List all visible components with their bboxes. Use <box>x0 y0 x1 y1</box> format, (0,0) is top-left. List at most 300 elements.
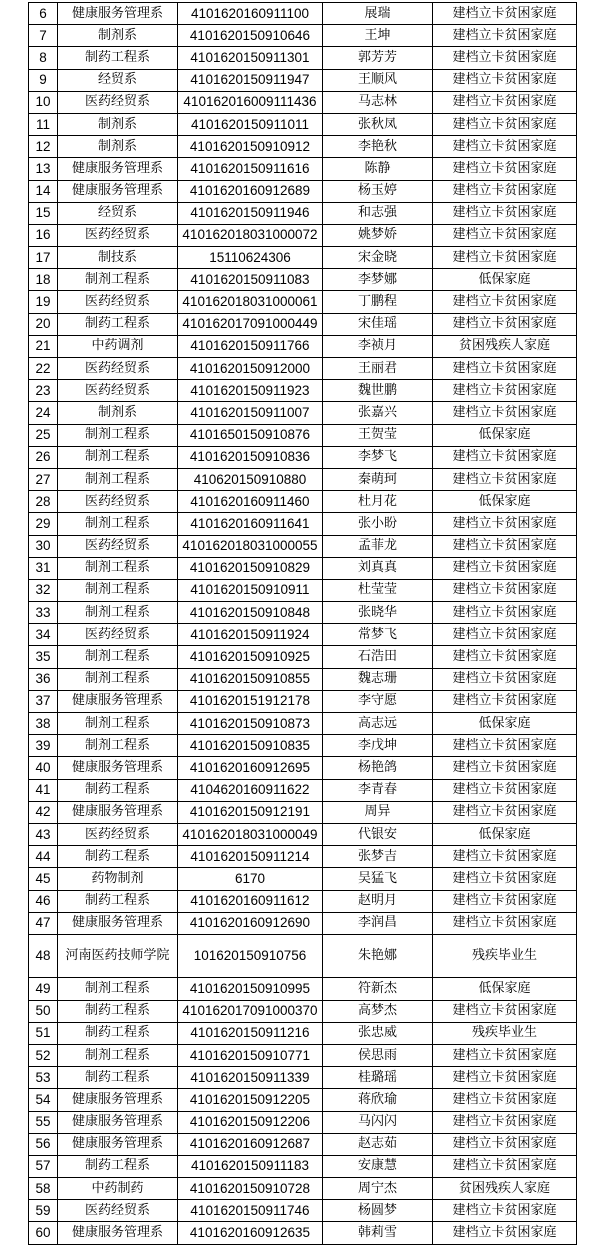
department-cell: 制药工程系 <box>58 1022 178 1044</box>
student-name-cell: 李祯月 <box>323 335 433 357</box>
category-cell: 建档立卡贫困家庭 <box>433 180 577 202</box>
student-name-cell: 桂璐瑶 <box>323 1067 433 1089</box>
student-name-cell: 侯思雨 <box>323 1044 433 1066</box>
student-id-cell: 410162016009111436 <box>178 91 323 113</box>
student-name-cell: 周宁杰 <box>323 1178 433 1200</box>
table-row <box>29 868 577 890</box>
student-id-cell: 4101620150911339 <box>178 1067 323 1089</box>
row-number-cell: 60 <box>29 1222 58 1244</box>
student-name-cell: 周异 <box>323 801 433 823</box>
department-cell: 医药经贸系 <box>58 1200 178 1222</box>
student-name-cell: 赵明月 <box>323 890 433 912</box>
category-cell: 建档立卡贫困家庭 <box>433 846 577 868</box>
department-cell: 健康服务管理系 <box>58 1089 178 1111</box>
row-number-cell: 40 <box>29 757 58 779</box>
table-row <box>29 646 577 668</box>
student-name-cell: 杜莹莹 <box>323 579 433 601</box>
row-number-cell: 33 <box>29 602 58 624</box>
department-cell: 制剂工程系 <box>58 646 178 668</box>
row-number-cell: 46 <box>29 890 58 912</box>
student-name-cell: 石浩田 <box>323 646 433 668</box>
table-row <box>29 424 577 446</box>
table-row <box>29 557 577 579</box>
row-number-cell: 23 <box>29 380 58 402</box>
student-name-cell: 蒋欣瑜 <box>323 1089 433 1111</box>
student-id-cell: 4101620160912690 <box>178 912 323 934</box>
department-cell: 健康服务管理系 <box>58 158 178 180</box>
table-row <box>29 136 577 158</box>
student-id-cell: 4101620151912178 <box>178 690 323 712</box>
department-cell: 制剂工程系 <box>58 446 178 468</box>
table-row <box>29 934 577 978</box>
department-cell: 医药经贸系 <box>58 823 178 845</box>
department-cell: 健康服务管理系 <box>58 1222 178 1244</box>
student-id-cell: 4101620150911616 <box>178 158 323 180</box>
table-row <box>29 1089 577 1111</box>
category-cell: 低保家庭 <box>433 491 577 513</box>
student-name-cell: 吴猛飞 <box>323 868 433 890</box>
student-name-cell: 李梦飞 <box>323 446 433 468</box>
student-id-cell: 4101620160912689 <box>178 180 323 202</box>
category-cell: 建档立卡贫困家庭 <box>433 912 577 934</box>
row-number-cell: 59 <box>29 1200 58 1222</box>
department-cell: 医药经贸系 <box>58 535 178 557</box>
category-cell: 建档立卡贫困家庭 <box>433 402 577 424</box>
student-id-cell: 4101620160911460 <box>178 491 323 513</box>
category-cell: 建档立卡贫困家庭 <box>433 1222 577 1244</box>
category-cell: 低保家庭 <box>433 269 577 291</box>
department-cell: 制剂工程系 <box>58 978 178 1000</box>
student-id-cell: 410162017091000449 <box>178 313 323 335</box>
student-id-cell: 4101620150912205 <box>178 1089 323 1111</box>
department-cell: 中药制药 <box>58 1178 178 1200</box>
category-cell: 建档立卡贫困家庭 <box>433 801 577 823</box>
table-row <box>29 1200 577 1222</box>
department-cell: 健康服务管理系 <box>58 912 178 934</box>
department-cell: 制药工程系 <box>58 47 178 69</box>
category-cell: 建档立卡贫困家庭 <box>433 1155 577 1177</box>
department-cell: 医药经贸系 <box>58 291 178 313</box>
table-row <box>29 202 577 224</box>
category-cell: 贫困残疾人家庭 <box>433 1178 577 1200</box>
table-row <box>29 846 577 868</box>
department-cell: 制剂工程系 <box>58 735 178 757</box>
student-name-cell: 高梦杰 <box>323 1000 433 1022</box>
department-cell: 制剂系 <box>58 402 178 424</box>
category-cell: 建档立卡贫困家庭 <box>433 735 577 757</box>
department-cell: 制药工程系 <box>58 846 178 868</box>
row-number-cell: 42 <box>29 801 58 823</box>
row-number-cell: 13 <box>29 158 58 180</box>
student-name-cell: 李梦娜 <box>323 269 433 291</box>
table-row <box>29 713 577 735</box>
student-name-cell: 张忠威 <box>323 1022 433 1044</box>
department-cell: 健康服务管理系 <box>58 757 178 779</box>
student-id-cell: 4101620150911946 <box>178 202 323 224</box>
student-name-cell: 杜月花 <box>323 491 433 513</box>
department-cell: 制剂工程系 <box>58 269 178 291</box>
table-row <box>29 69 577 91</box>
student-name-cell: 安康慧 <box>323 1155 433 1177</box>
category-cell: 建档立卡贫困家庭 <box>433 358 577 380</box>
student-id-cell: 4101620150910925 <box>178 646 323 668</box>
category-cell: 建档立卡贫困家庭 <box>433 1067 577 1089</box>
table-row <box>29 535 577 557</box>
category-cell: 建档立卡贫困家庭 <box>433 579 577 601</box>
student-id-cell: 4101620150910848 <box>178 602 323 624</box>
student-id-cell: 4101620150911301 <box>178 47 323 69</box>
row-number-cell: 6 <box>29 3 58 25</box>
row-number-cell: 12 <box>29 136 58 158</box>
row-number-cell: 24 <box>29 402 58 424</box>
row-number-cell: 26 <box>29 446 58 468</box>
row-number-cell: 39 <box>29 735 58 757</box>
category-cell: 残疾毕业生 <box>433 1022 577 1044</box>
student-id-cell: 410620150910880 <box>178 468 323 490</box>
row-number-cell: 45 <box>29 868 58 890</box>
department-cell: 制药工程系 <box>58 1000 178 1022</box>
department-cell: 经贸系 <box>58 202 178 224</box>
category-cell: 建档立卡贫困家庭 <box>433 91 577 113</box>
student-id-cell: 4101620150911083 <box>178 269 323 291</box>
table-row <box>29 1178 577 1200</box>
category-cell: 建档立卡贫困家庭 <box>433 690 577 712</box>
student-id-cell: 4101620150911216 <box>178 1022 323 1044</box>
student-id-cell: 4101620150911007 <box>178 402 323 424</box>
row-number-cell: 20 <box>29 313 58 335</box>
category-cell: 建档立卡贫困家庭 <box>433 1044 577 1066</box>
table-row <box>29 358 577 380</box>
student-name-cell: 王贺莹 <box>323 424 433 446</box>
row-number-cell: 53 <box>29 1067 58 1089</box>
department-cell: 制药工程系 <box>58 1067 178 1089</box>
row-number-cell: 16 <box>29 224 58 246</box>
row-number-cell: 30 <box>29 535 58 557</box>
category-cell: 建档立卡贫困家庭 <box>433 1089 577 1111</box>
category-cell: 建档立卡贫困家庭 <box>433 646 577 668</box>
student-name-cell: 郭芳芳 <box>323 47 433 69</box>
student-name-cell: 朱艳娜 <box>323 934 433 978</box>
category-cell: 建档立卡贫困家庭 <box>433 247 577 269</box>
row-number-cell: 55 <box>29 1111 58 1133</box>
student-name-cell: 展瑞 <box>323 3 433 25</box>
student-id-cell: 4101620150912000 <box>178 358 323 380</box>
student-id-cell: 4101620150910873 <box>178 713 323 735</box>
category-cell: 建档立卡贫困家庭 <box>433 868 577 890</box>
category-cell: 建档立卡贫困家庭 <box>433 47 577 69</box>
department-cell: 制剂系 <box>58 113 178 135</box>
category-cell: 建档立卡贫困家庭 <box>433 1111 577 1133</box>
student-name-cell: 王顺风 <box>323 69 433 91</box>
department-cell: 制剂工程系 <box>58 668 178 690</box>
department-cell: 制剂工程系 <box>58 513 178 535</box>
student-name-cell: 和志强 <box>323 202 433 224</box>
student-id-cell: 4101620150910829 <box>178 557 323 579</box>
category-cell: 低保家庭 <box>433 978 577 1000</box>
category-cell: 建档立卡贫困家庭 <box>433 668 577 690</box>
student-name-cell: 马志林 <box>323 91 433 113</box>
department-cell: 健康服务管理系 <box>58 1133 178 1155</box>
student-id-cell: 15110624306 <box>178 247 323 269</box>
student-name-cell: 符新杰 <box>323 978 433 1000</box>
department-cell: 经贸系 <box>58 69 178 91</box>
department-cell: 健康服务管理系 <box>58 690 178 712</box>
category-cell: 建档立卡贫困家庭 <box>433 602 577 624</box>
student-name-cell: 宋佳瑶 <box>323 313 433 335</box>
category-cell: 建档立卡贫困家庭 <box>433 557 577 579</box>
row-number-cell: 27 <box>29 468 58 490</box>
category-cell: 贫困残疾人家庭 <box>433 335 577 357</box>
table-body <box>29 3 577 1245</box>
student-name-cell: 常梦飞 <box>323 624 433 646</box>
student-id-cell: 101620150910756 <box>178 934 323 978</box>
student-id-cell: 4101620150911766 <box>178 335 323 357</box>
student-id-cell: 410162018031000049 <box>178 823 323 845</box>
department-cell: 制剂系 <box>58 25 178 47</box>
category-cell: 建档立卡贫困家庭 <box>433 69 577 91</box>
table-row <box>29 491 577 513</box>
student-id-cell: 4101620150912206 <box>178 1111 323 1133</box>
row-number-cell: 58 <box>29 1178 58 1200</box>
student-name-cell: 马闪闪 <box>323 1111 433 1133</box>
student-id-cell: 4101620150912191 <box>178 801 323 823</box>
row-number-cell: 31 <box>29 557 58 579</box>
student-id-cell: 4101620150910646 <box>178 25 323 47</box>
table-row <box>29 779 577 801</box>
department-cell: 医药经贸系 <box>58 380 178 402</box>
category-cell: 建档立卡贫困家庭 <box>433 757 577 779</box>
student-id-cell: 4101620150911746 <box>178 1200 323 1222</box>
row-number-cell: 18 <box>29 269 58 291</box>
table-row <box>29 269 577 291</box>
student-id-cell: 410162018031000061 <box>178 291 323 313</box>
student-id-cell: 4101620150910995 <box>178 978 323 1000</box>
student-name-cell: 赵志茹 <box>323 1133 433 1155</box>
table-row <box>29 91 577 113</box>
table-row <box>29 801 577 823</box>
row-number-cell: 52 <box>29 1044 58 1066</box>
department-cell: 药物制剂 <box>58 868 178 890</box>
table-row <box>29 1155 577 1177</box>
table-row <box>29 313 577 335</box>
department-cell: 医药经贸系 <box>58 358 178 380</box>
student-name-cell: 王坤 <box>323 25 433 47</box>
row-number-cell: 9 <box>29 69 58 91</box>
student-name-cell: 杨圆梦 <box>323 1200 433 1222</box>
student-id-cell: 4101620150911923 <box>178 380 323 402</box>
student-id-cell: 4101620150910728 <box>178 1178 323 1200</box>
student-name-cell: 王丽君 <box>323 358 433 380</box>
table-row <box>29 291 577 313</box>
category-cell: 建档立卡贫困家庭 <box>433 380 577 402</box>
category-cell: 建档立卡贫困家庭 <box>433 1200 577 1222</box>
department-cell: 制剂工程系 <box>58 557 178 579</box>
student-id-cell: 4101620160911100 <box>178 3 323 25</box>
student-name-cell: 张梦吉 <box>323 846 433 868</box>
category-cell: 建档立卡贫困家庭 <box>433 468 577 490</box>
table-row <box>29 1111 577 1133</box>
table-row <box>29 247 577 269</box>
category-cell: 建档立卡贫困家庭 <box>433 291 577 313</box>
table-row <box>29 380 577 402</box>
row-number-cell: 41 <box>29 779 58 801</box>
table-row <box>29 579 577 601</box>
student-id-cell: 4101620160912695 <box>178 757 323 779</box>
table-row <box>29 468 577 490</box>
student-name-cell: 魏世鹏 <box>323 380 433 402</box>
category-cell: 建档立卡贫困家庭 <box>433 779 577 801</box>
department-cell: 医药经贸系 <box>58 491 178 513</box>
student-name-cell: 刘真真 <box>323 557 433 579</box>
student-id-cell: 4101620150910836 <box>178 446 323 468</box>
row-number-cell: 47 <box>29 912 58 934</box>
table-row <box>29 1067 577 1089</box>
table-row <box>29 735 577 757</box>
student-table <box>28 2 577 1245</box>
table-row <box>29 180 577 202</box>
category-cell: 建档立卡贫困家庭 <box>433 1133 577 1155</box>
student-id-cell: 4101620160911641 <box>178 513 323 535</box>
department-cell: 制药工程系 <box>58 1155 178 1177</box>
category-cell: 建档立卡贫困家庭 <box>433 25 577 47</box>
row-number-cell: 36 <box>29 668 58 690</box>
student-id-cell: 4101620150911011 <box>178 113 323 135</box>
table-row <box>29 513 577 535</box>
student-id-cell: 410162018031000055 <box>178 535 323 557</box>
student-id-cell: 4101620160911612 <box>178 890 323 912</box>
row-number-cell: 48 <box>29 934 58 978</box>
department-cell: 医药经贸系 <box>58 224 178 246</box>
department-cell: 制剂工程系 <box>58 468 178 490</box>
category-cell: 建档立卡贫困家庭 <box>433 224 577 246</box>
student-id-cell: 4101620150911924 <box>178 624 323 646</box>
category-cell: 低保家庭 <box>433 424 577 446</box>
student-name-cell: 李守愿 <box>323 690 433 712</box>
row-number-cell: 11 <box>29 113 58 135</box>
student-name-cell: 李艳秋 <box>323 136 433 158</box>
row-number-cell: 7 <box>29 25 58 47</box>
department-cell: 健康服务管理系 <box>58 180 178 202</box>
table-row <box>29 978 577 1000</box>
table-row <box>29 757 577 779</box>
row-number-cell: 49 <box>29 978 58 1000</box>
student-name-cell: 张秋凤 <box>323 113 433 135</box>
table-row <box>29 823 577 845</box>
row-number-cell: 10 <box>29 91 58 113</box>
student-name-cell: 魏志珊 <box>323 668 433 690</box>
category-cell: 建档立卡贫困家庭 <box>433 313 577 335</box>
student-name-cell: 姚梦娇 <box>323 224 433 246</box>
table-row <box>29 335 577 357</box>
table-row <box>29 690 577 712</box>
category-cell: 低保家庭 <box>433 823 577 845</box>
category-cell: 建档立卡贫困家庭 <box>433 624 577 646</box>
category-cell: 建档立卡贫困家庭 <box>433 136 577 158</box>
student-id-cell: 4101620150910855 <box>178 668 323 690</box>
row-number-cell: 37 <box>29 690 58 712</box>
student-name-cell: 杨艳鸽 <box>323 757 433 779</box>
department-cell: 制剂工程系 <box>58 602 178 624</box>
student-name-cell: 张小盼 <box>323 513 433 535</box>
table-row <box>29 25 577 47</box>
table-row <box>29 224 577 246</box>
row-number-cell: 43 <box>29 823 58 845</box>
row-number-cell: 44 <box>29 846 58 868</box>
department-cell: 健康服务管理系 <box>58 1111 178 1133</box>
student-name-cell: 李戊坤 <box>323 735 433 757</box>
category-cell: 建档立卡贫困家庭 <box>433 535 577 557</box>
table-row <box>29 602 577 624</box>
student-id-cell: 4101620150910835 <box>178 735 323 757</box>
table-row <box>29 668 577 690</box>
student-name-cell: 秦萌珂 <box>323 468 433 490</box>
student-name-cell: 杨玉婷 <box>323 180 433 202</box>
student-id-cell: 410162018031000072 <box>178 224 323 246</box>
row-number-cell: 51 <box>29 1022 58 1044</box>
student-id-cell: 4101620150911947 <box>178 69 323 91</box>
row-number-cell: 19 <box>29 291 58 313</box>
category-cell: 建档立卡贫困家庭 <box>433 446 577 468</box>
student-id-cell: 4101620160912687 <box>178 1133 323 1155</box>
student-id-cell: 4101620160912635 <box>178 1222 323 1244</box>
student-name-cell: 张嘉兴 <box>323 402 433 424</box>
student-id-cell: 4101620150910771 <box>178 1044 323 1066</box>
table-row <box>29 3 577 25</box>
row-number-cell: 34 <box>29 624 58 646</box>
student-id-cell: 410162017091000370 <box>178 1000 323 1022</box>
row-number-cell: 35 <box>29 646 58 668</box>
table-row <box>29 1133 577 1155</box>
row-number-cell: 38 <box>29 713 58 735</box>
table-row <box>29 402 577 424</box>
category-cell: 建档立卡贫困家庭 <box>433 3 577 25</box>
category-cell: 建档立卡贫困家庭 <box>433 890 577 912</box>
table-row <box>29 1022 577 1044</box>
department-cell: 制剂系 <box>58 136 178 158</box>
department-cell: 中药调剂 <box>58 335 178 357</box>
category-cell: 建档立卡贫困家庭 <box>433 113 577 135</box>
student-id-cell: 4101650150910876 <box>178 424 323 446</box>
category-cell: 建档立卡贫困家庭 <box>433 513 577 535</box>
table-row <box>29 158 577 180</box>
department-cell: 制药工程系 <box>58 890 178 912</box>
student-id-cell: 4101620150910912 <box>178 136 323 158</box>
student-id-cell: 4104620160911622 <box>178 779 323 801</box>
row-number-cell: 14 <box>29 180 58 202</box>
category-cell: 建档立卡贫困家庭 <box>433 158 577 180</box>
student-name-cell: 李润昌 <box>323 912 433 934</box>
student-id-cell: 4101620150910911 <box>178 579 323 601</box>
student-name-cell: 李青春 <box>323 779 433 801</box>
department-cell: 医药经贸系 <box>58 624 178 646</box>
row-number-cell: 28 <box>29 491 58 513</box>
table-row <box>29 912 577 934</box>
student-name-cell: 丁鹏程 <box>323 291 433 313</box>
category-cell: 建档立卡贫困家庭 <box>433 1000 577 1022</box>
row-number-cell: 29 <box>29 513 58 535</box>
row-number-cell: 54 <box>29 1089 58 1111</box>
table-row <box>29 446 577 468</box>
department-cell: 河南医药技师学院 <box>58 934 178 978</box>
student-id-cell: 6170 <box>178 868 323 890</box>
row-number-cell: 8 <box>29 47 58 69</box>
department-cell: 健康服务管理系 <box>58 3 178 25</box>
department-cell: 制药工程系 <box>58 779 178 801</box>
row-number-cell: 22 <box>29 358 58 380</box>
row-number-cell: 25 <box>29 424 58 446</box>
row-number-cell: 15 <box>29 202 58 224</box>
department-cell: 制药工程系 <box>58 313 178 335</box>
